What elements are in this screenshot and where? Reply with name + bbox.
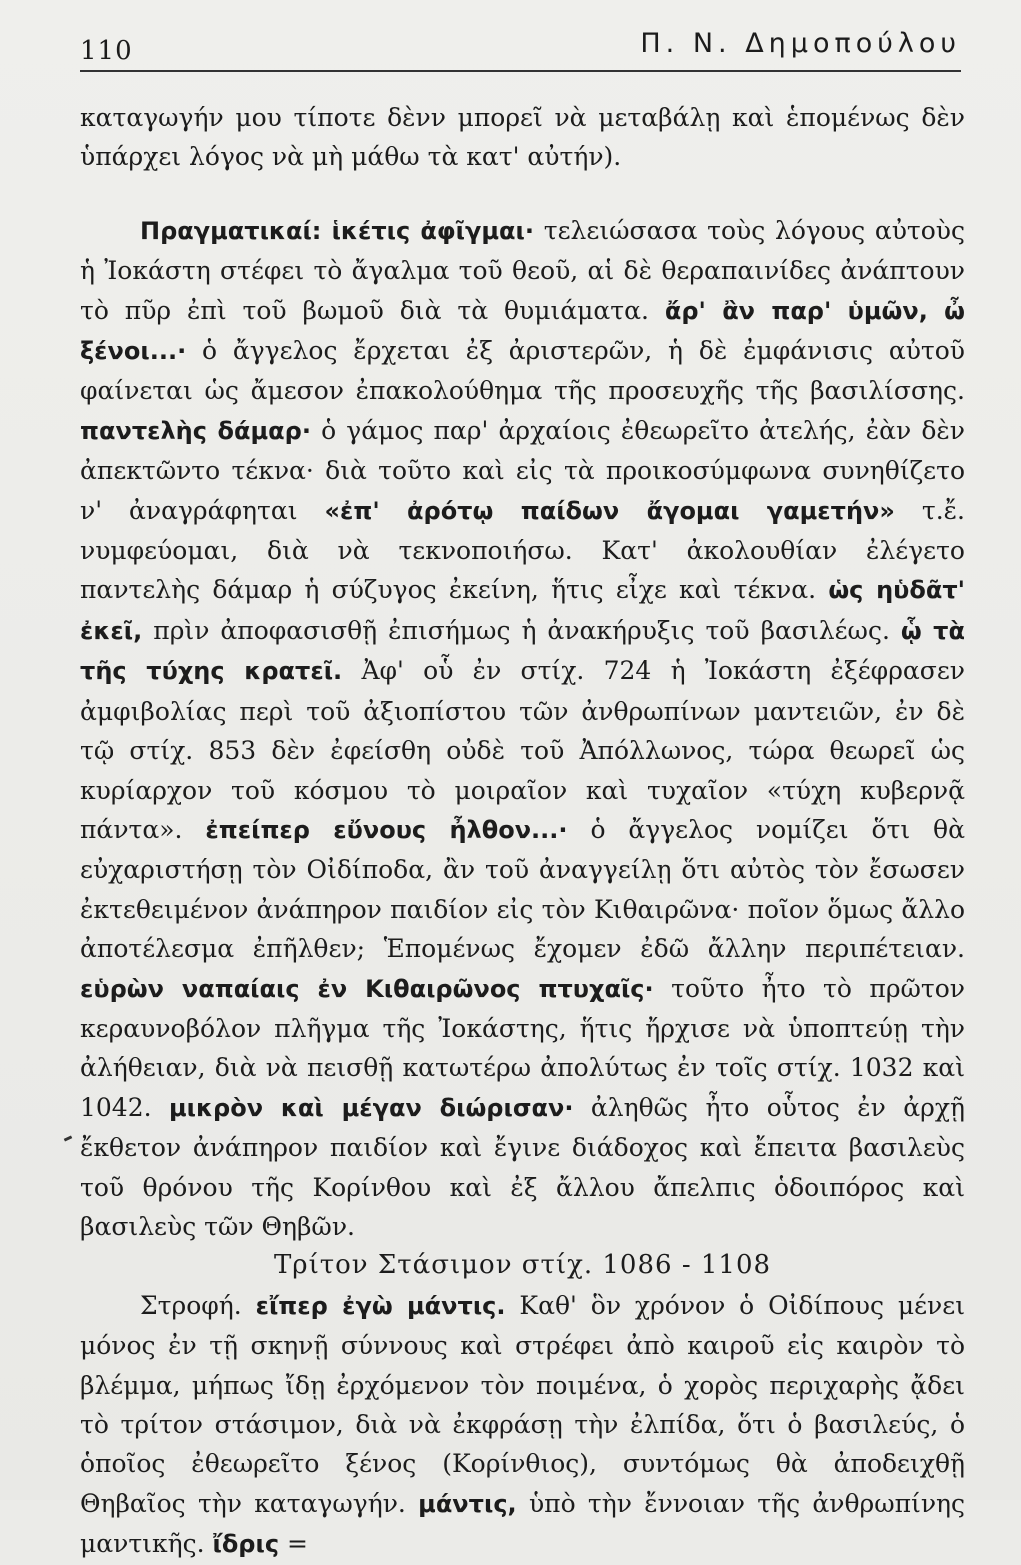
lemma: «ἐπ' ἀρότῳ παίδων ἄγομαι γαμετήν» [324,496,895,525]
commentary-text: ἀληθῶς ἦτο οὗτος ἐν ἀρχῇ ἔκθετον ἀνάπηρον παιδίον καὶ ἔγινε διάδοχος καὶ ἔπειτα βασιλεὺς τοῦ θρόνου τῆς Κορίνθου καὶ ἐξ ἄλλου ἄπελπις ὁδοιπόρος καὶ βασιλεὺς τῶν Θηβῶν. [80,1092,965,1241]
commentary-text: Καθ' ὃν χρόνον ὁ Οἰδίπους μένει μόνος ἐν τῇ σκηνῇ σύννους καὶ στρέφει ἀπὸ καιροῦ εἰς καιρὸν τὸ βλέμμα, μήπως ἴδῃ ἐρχόμενον τὸν ποιμένα, ὁ χορὸς περιχαρὴς ᾄδει τὸ τρίτον στάσιμον, διὰ νὰ ἐκφράσῃ τὴν ἐλπίδα, ὅτι ὁ βασιλεύς, ὁ ὁποῖος ἐθεωρεῖτο ξένος (Κορίνθιος), συντόμως θὰ ἀποδειχθῇ Θηβαῖος τὴν καταγωγήν. [80,1290,965,1518]
lemma: Πραγματικαί: ἱκέτις ἀφῖγμαι· [140,216,534,245]
commentary-text: ὁ ἄγγελος νομίζει ὅτι θὰ εὐχαριστήσῃ τὸν Οἰδίποδα, ἂν τοῦ ἀναγγείλῃ ὅτι αὐτὸς τὸν ἔσωσεν ἐκτεθειμένον ἀνάπηρον παιδίον εἰς τὸν Κιθαιρῶνα· ποῖον ὅμως ἄλλο ἀποτέλεσμα ἐπῆλθεν; Ἑπομένως ἔχομεν ἐδῶ ἄλλην περιπέτειαν. [80,814,965,964]
commentary-text: Ἀφ' οὗ ἐν στίχ. 724 ἡ Ἰοκάστη ἐξέφρασεν ἀμφιβολίας περὶ τοῦ ἀξιοπίστου τῶν ἀνθρωπίνων μαντειῶν, ἐν δὲ τῷ στίχ. 853 δὲν ἐφείσθη οὐδὲ τοῦ Ἀπόλλωνος, τώρα θεωρεῖ ὡς κυρίαρχον τοῦ κόσμου τὸ μοιραῖον καὶ τυχαῖον «τύχη κυβερνᾷ πάντα». [80,656,965,844]
commentary-text: πρὶν ἀποφασισθῇ ἐπισήμως ἡ ἀνακήρυξις τοῦ βασιλέως. [142,615,901,645]
paragraph-3 [80,1286,965,1565]
commentary-text: τοῦτο ἦτο τὸ πρῶτον κεραυνοβόλον πλῆγμα τῆς Ἰοκάστης, ἥτις ἤρχισε νὰ ὑποπτεύῃ τὴν ἀλήθειαν, διὰ νὰ πεισθῇ κατωτέρω ἀπολύτως ἐν τοῖς στίχ. 1032 καὶ 1042. [80,973,965,1122]
page-number: 110 [80,36,133,66]
lemma: ἐπείπερ εὔνους ἦλθον...· [205,815,568,844]
lemma: εἴπερ ἐγὼ μάντις. [255,1291,506,1320]
body-text [80,98,965,1565]
paragraph-1: καταγωγήν μου τίποτε δὲνν μπορεῖ νὰ μεταβάλῃ καὶ ἑπομένως δὲν ὑπάρχει λόγος νὰ μὴ μάθω τὰ κατ' αὐτήν). [80,103,965,172]
ink-mark [64,1135,73,1141]
commentary-text: Στροφή. [140,1290,256,1320]
commentary-text: ὁ γάμος παρ' ἀρχαίοις ἐθεωρεῖτο ἀτελής, ἐὰν δὲν ἀπεκτῶντο τέκνα· διὰ τοῦτο καὶ εἰς τὰ προικοσύμφωνα συνηθίζετο ν' ἀναγράφηται [80,415,965,525]
commentary-text: ὁ ἄγγελος ἔρχεται ἐξ ἀριστερῶν, ἡ δὲ ἐμφάνισις αὐτοῦ φαίνεται ὡς ἄμεσον ἐπακολούθημα τῆς προσευχῆς τῆς βασιλίσσης. [80,336,965,406]
lemma: εὑρὼν ναπαίαις ἐν Κιθαιρῶνος πτυχαῖς· [80,974,654,1003]
commentary-text: ὑπὸ τὴν ἔννοιαν τῆς ἀνθρωπίνης μαντικῆς. [80,1488,965,1559]
lemma: ᾧ τὰ τῆς τύχης κρατεῖ. [80,616,965,686]
lemma: μάντις, [418,1489,517,1518]
lemma: παντελὴς δάμαρ· [80,416,311,445]
paragraph-2 [80,211,965,1247]
header-rule [80,70,961,72]
lemma: ἴδρις [212,1530,280,1559]
lemma: ὡς ηὑδᾶτ' ἐκεῖ, [80,576,965,645]
lemma: μικρὸν καὶ μέγαν διώρισαν· [168,1093,574,1122]
lemma: ἄρ' ἂν παρ' ὑμῶν, ὦ ξένοι...· [80,296,966,366]
running-head: Π. Ν. Δημοπούλου [640,28,961,59]
commentary-text: τελειώσασα τοὺς λόγους αὐτοὺς ἡ Ἰοκάστη στέφει τὸ ἄγαλμα τοῦ θεοῦ, αἱ δὲ θεραπαινίδες ἀνάπτουν τὸ πῦρ ἐπὶ τοῦ βωμοῦ διὰ τὰ θυμιάματα. [80,215,966,325]
commentary-text: τ.ἔ. νυμφεύομαι, διὰ νὰ τεκνοποιήσω. Κατ' ἀκολουθίαν ἐλέγετο παντελὴς δάμαρ ἡ σύζυγος ἐκείνη, ἥτις εἶχε καὶ τέκνα. [80,495,965,605]
commentary-text: = [279,1529,308,1559]
section-heading: Τρίτον Στάσιμον στίχ. 1086 - 1108 [273,1250,772,1281]
